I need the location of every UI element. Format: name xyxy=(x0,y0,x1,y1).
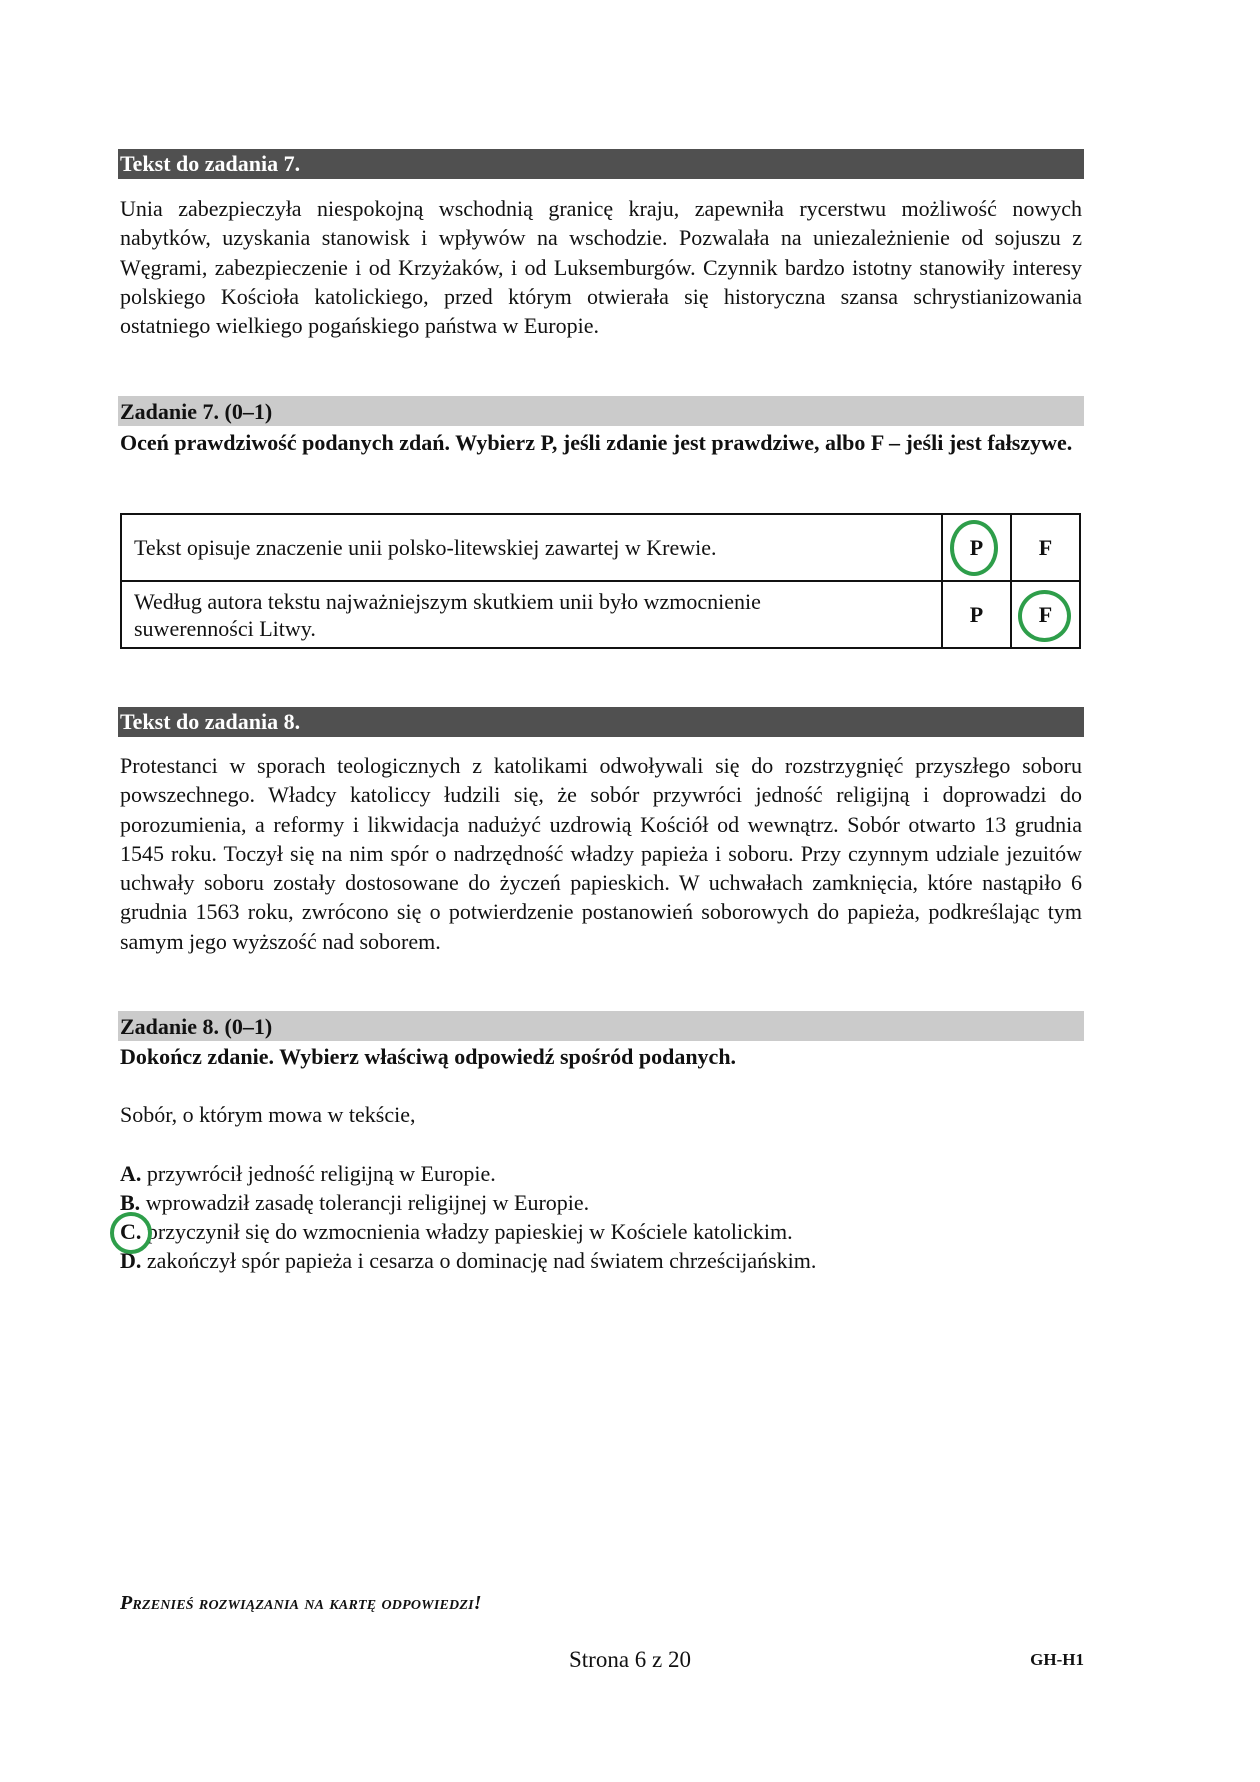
task8-instruction: Dokończ zdanie. Wybierz właściwą odpowiedź spośród podanych. xyxy=(120,1044,737,1069)
task7-instruction: Oceń prawdziwość podanych zdań. Wybierz P, jeśli zdanie jest prawdziwe, albo F – jeśli jest fałszywe. xyxy=(120,430,1073,455)
f-label: F xyxy=(1038,601,1053,627)
option-c[interactable] xyxy=(120,1217,793,1246)
true-false-table xyxy=(120,513,1081,649)
option-text: przywrócił jedność religijną w Europie. xyxy=(146,1161,496,1186)
task8-text-header: Tekst do zadania 8. xyxy=(118,707,1084,737)
answer-p-row1[interactable] xyxy=(942,514,1011,581)
answer-p-row2[interactable] xyxy=(942,581,1011,648)
p-label: P xyxy=(969,534,984,560)
task7-text-header: Tekst do zadania 7. xyxy=(118,149,1084,179)
page-number: Strona 6 z 20 xyxy=(568,1647,691,1672)
option-text: przyczynił się do wzmocnienia władzy papieskiej w Kościele katolickim. xyxy=(146,1219,793,1244)
answer-f-row2[interactable] xyxy=(1011,581,1080,648)
option-text: zakończył spór papieża i cesarza o dominację nad światem chrześcijańskim. xyxy=(146,1248,817,1273)
option-a[interactable] xyxy=(120,1159,496,1188)
option-letter: C. xyxy=(120,1219,142,1244)
statement-2: Według autora tekstu najważniejszym skutkiem unii było wzmocnienie suwerenności Litwy. xyxy=(121,581,942,648)
task7-source-text: Unia zabezpieczyła niespokojną wschodnią granicę kraju, zapewniła rycerstwu możliwość nowych nabytków, uzyskania stanowisk i wpływów na wschodzie. Pozwalała na uniezależnienie od sojuszu z Węgrami, zabezpieczenie i od Krzyżaków, i od Luksemburgów. Czynnik bardzo istotny stanowiły interesy polskiego Kościoła katolickiego, przed którym otwierała się historyczna szansa schrystianizowania ostatniego wielkiego pogańskiego państwa w Europie. xyxy=(120,196,1082,339)
question-stem: Sobór, o którym mowa w tekście, xyxy=(120,1102,416,1127)
task8-source-text: Protestanci w sporach teologicznych z katolikami odwoływali się do rozstrzygnięć przyszłego soboru powszechnego. Władcy katoliccy łudzili się, że sobór przywróci jedność religijną i doprowadzi do porozumienia, a reformy i likwidacja nadużyć uzdrowią Kościół od wewnątrz. Sobór otwarto 13 grudnia 1545 roku. Toczył się na nim spór o nadrzędność władzy papieża i soboru. Przy czynnym udziale jezuitów uchwały soboru zostały dostosowane do życzeń papieskich. W uchwałach zamknięcia, które nastąpiło 6 grudnia 1563 roku, zwrócono się o potwierdzenie postanowień soborowych do papieża, podkreślając tym samym jego wyższość nad soborem. xyxy=(120,753,1082,954)
table-row xyxy=(121,514,1080,581)
p-label: P xyxy=(969,601,984,627)
exam-code: GH-H1 xyxy=(1030,1650,1084,1669)
f-label: F xyxy=(1038,534,1053,560)
task8-header: Zadanie 8. (0–1) xyxy=(118,1011,1084,1041)
table-row xyxy=(121,581,1080,648)
task7-header: Zadanie 7. (0–1) xyxy=(118,396,1084,426)
option-b[interactable] xyxy=(120,1188,589,1217)
option-letter: D. xyxy=(120,1248,142,1273)
option-d[interactable] xyxy=(120,1246,816,1275)
statement-1: Tekst opisuje znaczenie unii polsko-litewskiej zawartej w Krewie. xyxy=(121,514,942,581)
option-letter: B. xyxy=(120,1190,141,1215)
answer-f-row1[interactable] xyxy=(1011,514,1080,581)
option-letter: A. xyxy=(120,1161,142,1186)
option-text: wprowadził zasadę tolerancji religijnej w Europie. xyxy=(145,1190,590,1215)
transfer-answers-note: Przenieś rozwiązania na kartę odpowiedzi! xyxy=(120,1592,482,1614)
